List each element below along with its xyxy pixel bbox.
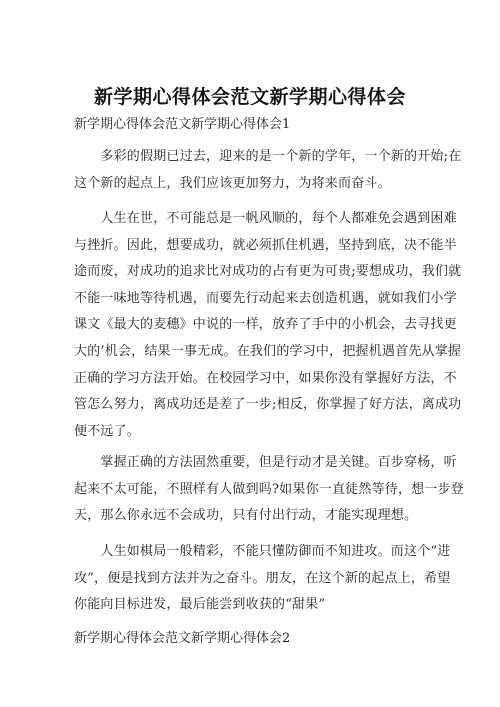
paragraph-line: 与挫折。因此，想要成功，就必须抓住机遇，坚持到底，决不能半 — [74, 237, 457, 253]
document-title: 新学期心得体会范文新学期心得体会 — [93, 86, 406, 108]
paragraph-line: 途而废，对成功的追求比对成功的占有更为可贵;要想成功，我们就 — [74, 264, 462, 280]
paragraph-line: 正确的学习方法开始。在校园学习中，如果你没有掌握好方法，不 — [74, 370, 457, 386]
section-heading-2: 新学期心得体会范文新学期心得体会2 — [74, 631, 291, 646]
paragraph-1 — [74, 144, 462, 197]
paragraph-line: 攻”，便是找到方法并为之奋斗。朋友，在这个新的起点上，希望 — [74, 570, 451, 586]
paragraph-line: 大的’机会，结果一事无成。在我们的学习中，把握机遇首先从掌握 — [74, 343, 462, 359]
paragraph-line: 天，那么你永远不会成功，只有付出行动，才能实现理想。 — [74, 508, 418, 524]
paragraph-line: 管怎么努力，离成功还是差了一步;相反，你掌握了好方法，离成功 — [74, 397, 462, 413]
paragraph-line: 不能一味地等待机遇，而要先行动起来去创造机遇，就如我们小学 — [74, 290, 457, 306]
paragraph-line: 你能向目标进发，最后能尝到收获的“甜果” — [74, 597, 326, 613]
paragraph-line: 起来不太可能，不照样有人做到吗?如果你一直徒然等待，想一步登 — [74, 481, 464, 497]
paragraph-3 — [74, 450, 464, 530]
section-heading-1: 新学期心得体会范文新学期心得体会1 — [74, 117, 291, 132]
paragraph-4 — [74, 539, 451, 619]
paragraph-line: 人生如棋局一般精彩，不能只懂防御而不知进攻。而这个“进 — [74, 544, 451, 559]
paragraph-line: 这个新的起点上，我们应该更加努力，为将来而奋斗。 — [74, 175, 391, 191]
paragraph-2 — [74, 206, 462, 445]
paragraph-line: 便不远了。 — [74, 423, 141, 439]
paragraph-line: 课文《最大的麦穗》中说的一样，放弃了手中的小机会，去寻找更 — [74, 317, 457, 333]
paragraph-line: 多彩的假期已过去，迎来的是一个新的学年，一个新的开始;在 — [74, 149, 462, 164]
paragraph-line: 掌握正确的方法固然重要，但是行动才是关键。百步穿杨，听 — [74, 455, 457, 470]
paragraph-line: 人生在世，不可能总是一帆风顺的，每个人都难免会遇到困难 — [74, 211, 457, 226]
